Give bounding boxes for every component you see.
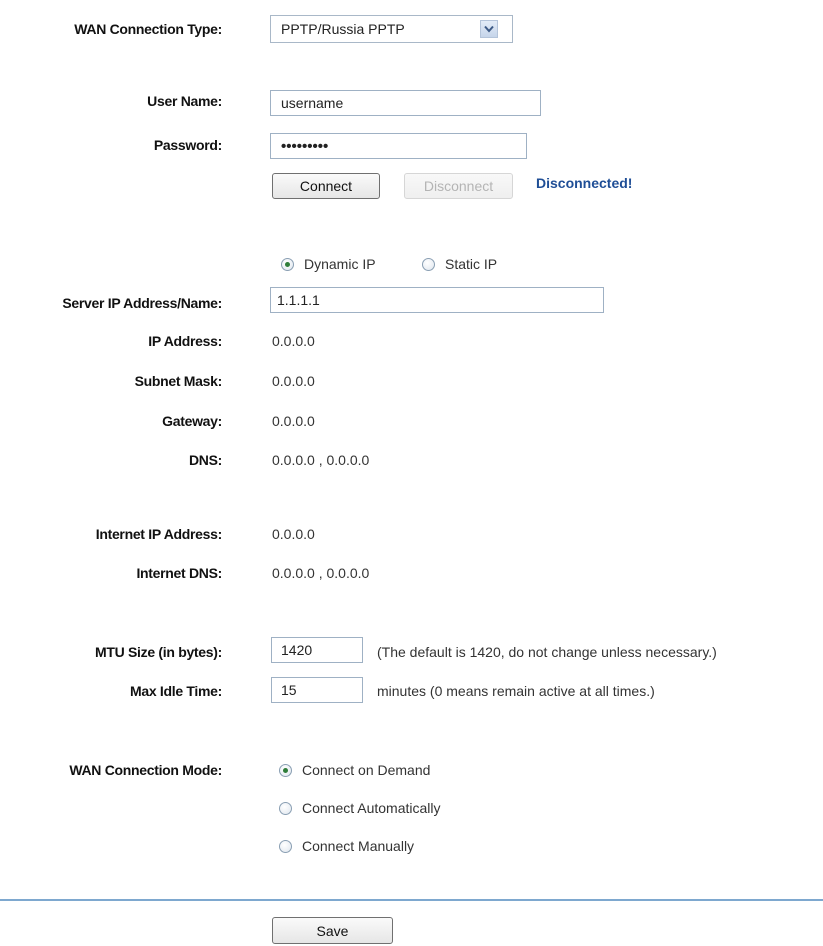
radio-checked-icon[interactable] bbox=[279, 764, 292, 777]
dns-value: 0.0.0.0 , 0.0.0.0 bbox=[272, 452, 370, 468]
gateway-value: 0.0.0.0 bbox=[272, 413, 315, 429]
ip-address-label: IP Address: bbox=[148, 333, 222, 349]
max-idle-label: Max Idle Time: bbox=[129, 683, 222, 699]
user-name-input[interactable] bbox=[270, 90, 541, 116]
chevron-down-icon[interactable] bbox=[480, 20, 498, 38]
gateway-label: Gateway: bbox=[162, 413, 222, 429]
radio-checked-icon[interactable] bbox=[281, 258, 294, 271]
radio-dynamic-ip[interactable] bbox=[281, 256, 376, 272]
mtu-label: MTU Size (in bytes): bbox=[94, 644, 222, 660]
connection-status: Disconnected! bbox=[536, 175, 633, 191]
wan-connection-type-value: PPTP/Russia PPTP bbox=[281, 21, 405, 37]
server-ip-label: Server IP Address/Name: bbox=[62, 295, 222, 311]
subnet-mask-value: 0.0.0.0 bbox=[272, 373, 315, 389]
ip-address-value: 0.0.0.0 bbox=[272, 333, 315, 349]
max-idle-input[interactable] bbox=[271, 677, 363, 703]
mtu-input[interactable] bbox=[271, 637, 363, 663]
connect-button[interactable]: Connect bbox=[272, 173, 380, 199]
disconnect-button: Disconnect bbox=[404, 173, 513, 199]
wan-connection-type-label: WAN Connection Type: bbox=[74, 21, 222, 37]
divider bbox=[0, 899, 823, 901]
server-ip-input[interactable] bbox=[270, 287, 604, 313]
dns-label: DNS: bbox=[188, 452, 222, 468]
internet-dns-value: 0.0.0.0 , 0.0.0.0 bbox=[272, 565, 370, 581]
subnet-mask-label: Subnet Mask: bbox=[134, 373, 222, 389]
radio-connect-manually[interactable] bbox=[279, 838, 414, 854]
wan-connection-mode-label: WAN Connection Mode: bbox=[69, 762, 222, 778]
wan-connection-type-select[interactable] bbox=[270, 15, 513, 43]
save-button[interactable]: Save bbox=[272, 917, 393, 944]
password-label: Password: bbox=[153, 137, 222, 153]
user-name-label: User Name: bbox=[147, 93, 222, 109]
internet-ip-label: Internet IP Address: bbox=[95, 526, 222, 542]
radio-static-ip-label: Static IP bbox=[445, 256, 498, 272]
password-input[interactable]: ••••••••• bbox=[270, 133, 527, 159]
radio-connect-automatically[interactable] bbox=[279, 800, 441, 816]
radio-unchecked-icon[interactable] bbox=[279, 840, 292, 853]
mtu-hint: (The default is 1420, do not change unless necessary.) bbox=[377, 644, 717, 660]
radio-static-ip[interactable] bbox=[422, 256, 497, 272]
radio-dynamic-ip-label: Dynamic IP bbox=[304, 256, 376, 272]
radio-connect-manually-label: Connect Manually bbox=[302, 838, 415, 854]
max-idle-hint: minutes (0 means remain active at all times.) bbox=[377, 683, 655, 699]
radio-connect-on-demand[interactable] bbox=[279, 762, 430, 778]
radio-connect-on-demand-label: Connect on Demand bbox=[302, 762, 431, 778]
radio-connect-automatically-label: Connect Automatically bbox=[302, 800, 441, 816]
radio-unchecked-icon[interactable] bbox=[279, 802, 292, 815]
radio-unchecked-icon[interactable] bbox=[422, 258, 435, 271]
internet-ip-value: 0.0.0.0 bbox=[272, 526, 315, 542]
internet-dns-label: Internet DNS: bbox=[136, 565, 222, 581]
